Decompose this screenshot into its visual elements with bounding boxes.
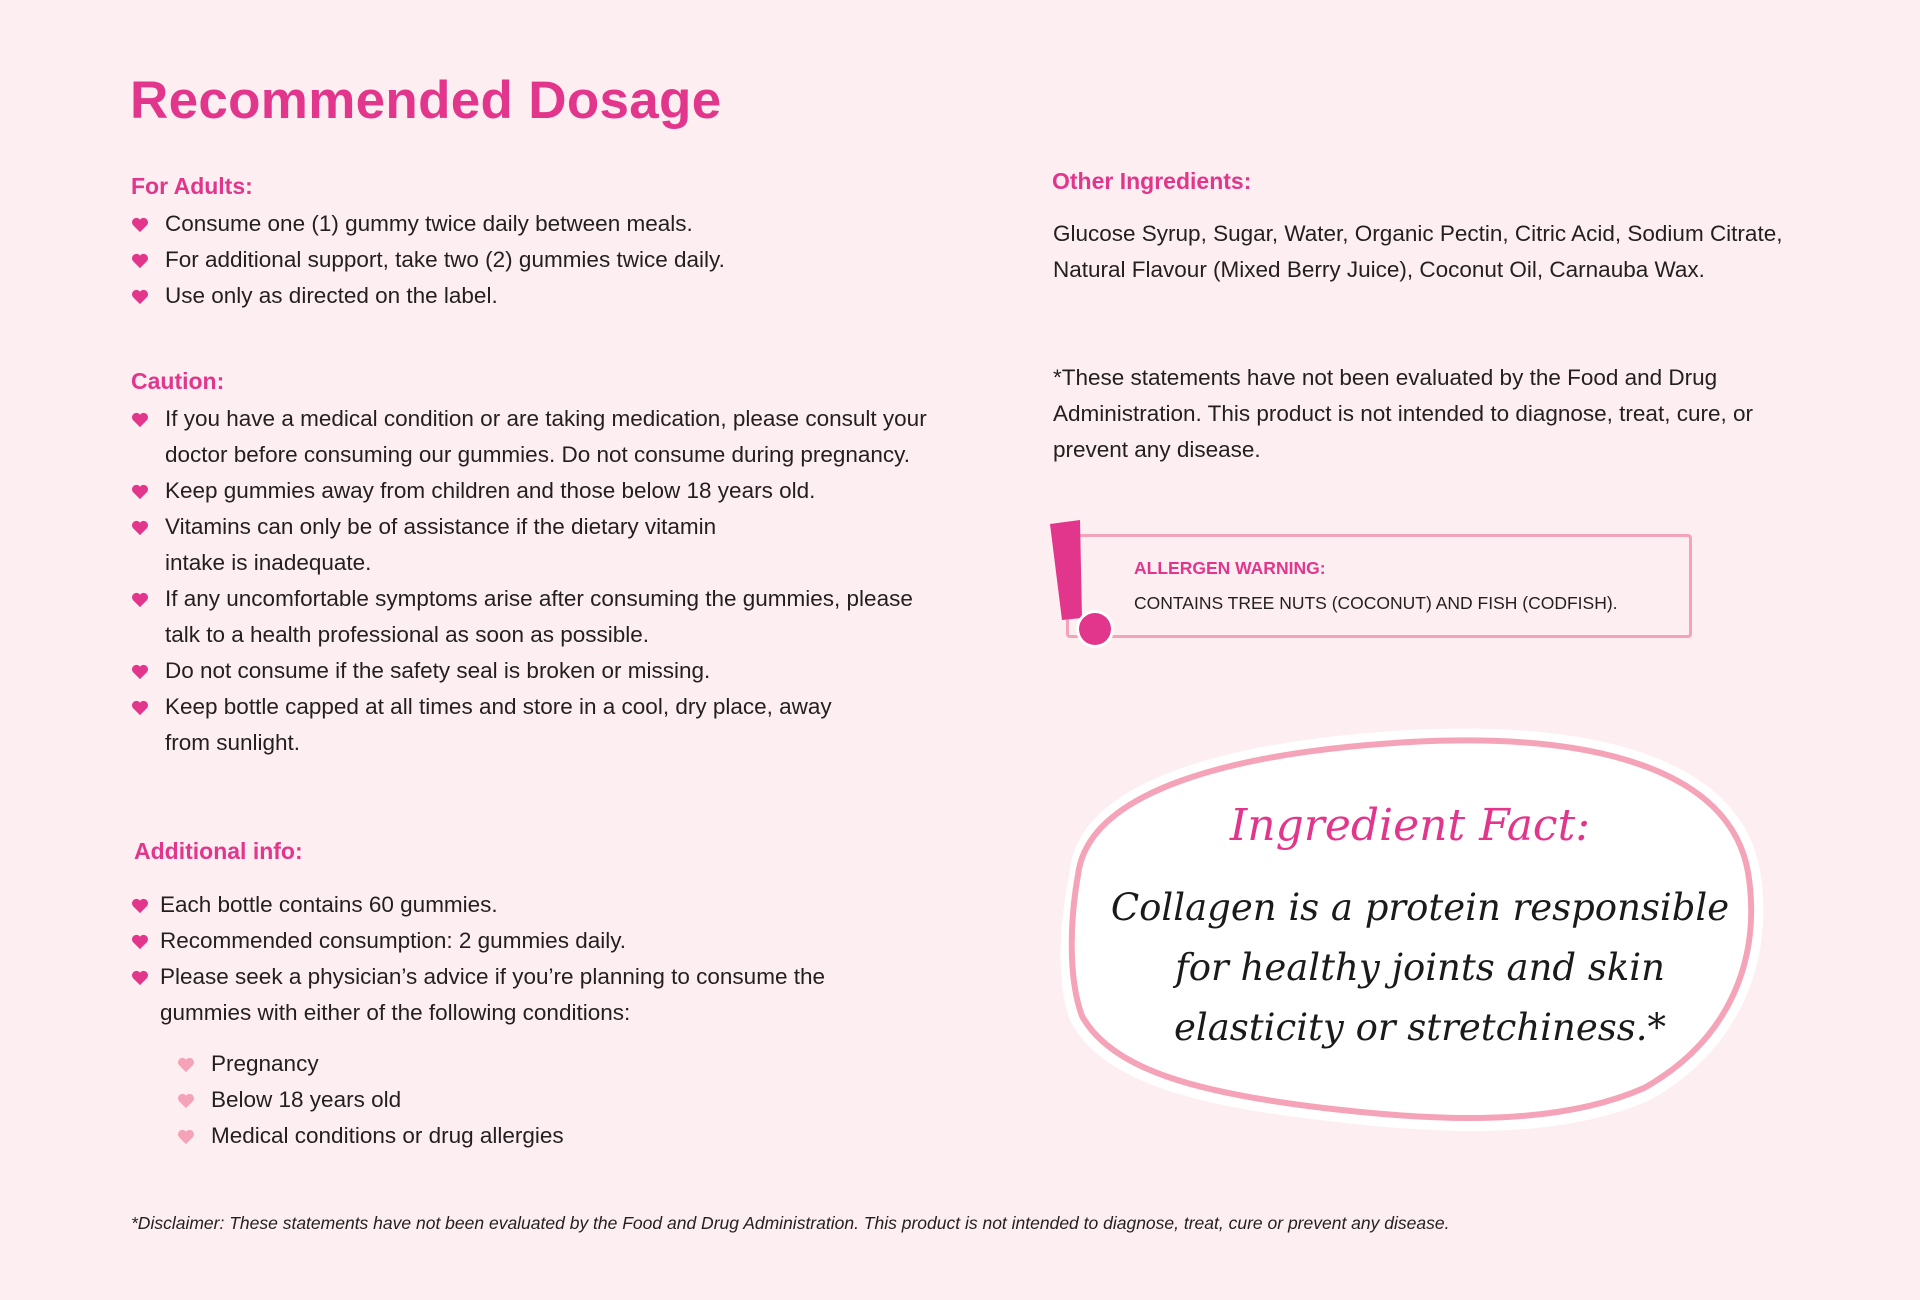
list-item-text: Vitamins can only be of assistance if the dietary vitamin intake is inadequate. <box>165 514 717 575</box>
list-item-text: Recommended consumption: 2 gummies daily. <box>160 928 627 953</box>
list-item-text: Pregnancy <box>211 1051 319 1076</box>
list-item-text: Medical conditions or drug allergies <box>211 1123 564 1148</box>
additional-list <box>131 887 901 1031</box>
list-item-text: Each bottle contains 60 gummies. <box>160 892 498 917</box>
fact-title: Ingredient Fact: <box>1229 800 1591 851</box>
light-heart-icon <box>177 1093 195 1109</box>
heart-icon <box>131 484 149 500</box>
caution-list <box>131 401 931 761</box>
list-item-text: If any uncomfortable symptoms arise after consuming the gummies, please talk to a health professional as soon as possible. <box>165 586 913 647</box>
list-item <box>131 923 901 959</box>
heart-icon <box>131 700 149 716</box>
list-item <box>131 689 931 761</box>
heart-icon <box>131 289 149 305</box>
list-item-text: For additional support, take two (2) gummies twice daily. <box>165 247 725 272</box>
heart-icon <box>131 217 149 233</box>
ingredients-heading: Other Ingredients: <box>1052 168 1252 194</box>
list-item <box>131 206 931 242</box>
heart-icon <box>131 592 149 608</box>
exclamation-icon <box>1046 520 1116 652</box>
list-item-text: Please seek a physician’s advice if you’re planning to consume the gummies with either of the following conditions: <box>160 964 825 1025</box>
adults-heading: For Adults: <box>131 173 253 199</box>
heart-icon <box>131 520 149 536</box>
ingredients-text: Glucose Syrup, Sugar, Water, Organic Pectin, Citric Acid, Sodium Citrate, Natural Flavour (Mixed Berry Juice), Coconut Oil, Carnauba Wax. <box>1053 221 1783 282</box>
light-heart-icon <box>177 1057 195 1073</box>
list-item-text: Keep gummies away from children and those below 18 years old. <box>165 478 816 503</box>
allergen-warning-title: ALLERGEN WARNING: <box>1134 558 1326 578</box>
list-item <box>131 959 901 1031</box>
list-item <box>131 401 931 473</box>
list-item <box>177 1046 777 1082</box>
conditions-list <box>177 1046 777 1154</box>
list-item <box>131 278 931 314</box>
caution-heading: Caution: <box>131 368 225 394</box>
list-item-text: If you have a medical condition or are taking medication, please consult your doctor before consuming our gummies. Do not consume during pregnancy. <box>165 406 927 467</box>
light-heart-icon <box>177 1129 195 1145</box>
list-item-text: Consume one (1) gummy twice daily between meals. <box>165 211 693 236</box>
fact-line: elasticity or stretchiness.* <box>1174 1006 1666 1049</box>
page-title: Recommended Dosage <box>130 71 722 130</box>
allergen-warning-text: CONTAINS TREE NUTS (COCONUT) AND FISH (CODFISH). <box>1134 593 1618 613</box>
fact-body <box>1100 878 1740 1058</box>
list-item <box>131 887 901 923</box>
list-item <box>131 653 931 689</box>
list-item-text: Below 18 years old <box>211 1087 402 1112</box>
list-item <box>131 509 931 581</box>
heart-icon <box>131 412 149 428</box>
list-item-text: Keep bottle capped at all times and store in a cool, dry place, away from sunlight. <box>165 694 832 755</box>
list-item-text: Use only as directed on the label. <box>165 283 498 308</box>
heart-icon <box>131 253 149 269</box>
list-item <box>177 1118 777 1154</box>
heart-icon <box>131 970 149 986</box>
fda-statement: *These statements have not been evaluated by the Food and Drug Administration. This product is not intended to diagnose, treat, cure, or prevent any disease. <box>1053 365 1753 462</box>
allergen-warning-box <box>1066 534 1692 638</box>
list-item <box>131 581 931 653</box>
heart-icon <box>131 664 149 680</box>
fact-line: for healthy joints and skin <box>1175 946 1665 989</box>
heart-icon <box>131 934 149 950</box>
heart-icon <box>131 898 149 914</box>
list-item <box>177 1082 777 1118</box>
adults-list <box>131 206 931 314</box>
fact-line: Collagen is a protein responsible <box>1110 886 1730 929</box>
list-item <box>131 473 931 509</box>
disclaimer: *Disclaimer: These statements have not been evaluated by the Food and Drug Administration. This product is not intended to diagnose, treat, cure or prevent any disease. <box>131 1213 1450 1233</box>
list-item-text: Do not consume if the safety seal is broken or missing. <box>165 658 711 683</box>
list-item <box>131 242 931 278</box>
additional-heading: Additional info: <box>134 838 303 864</box>
